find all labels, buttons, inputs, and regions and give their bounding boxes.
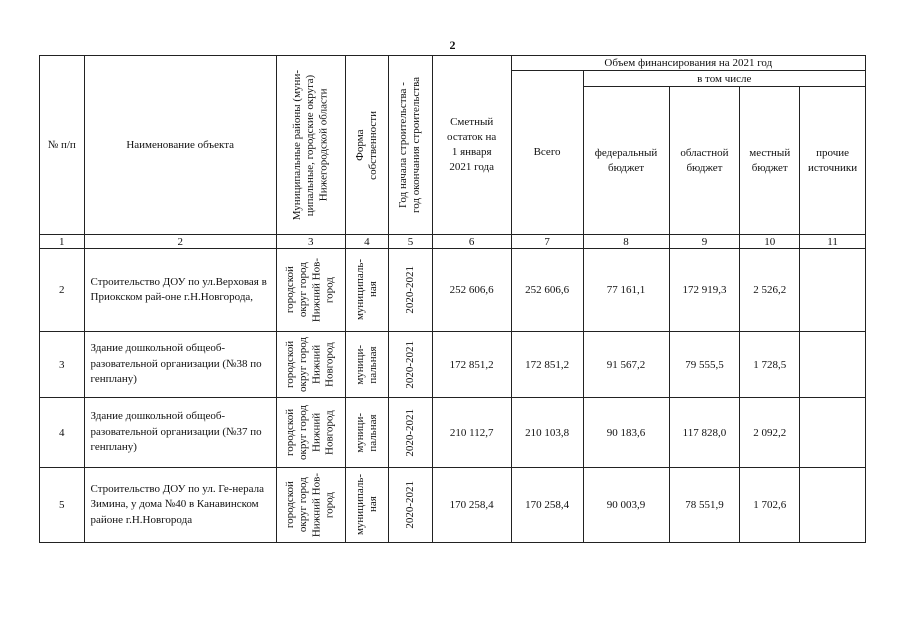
column-number: 1 bbox=[40, 235, 85, 249]
row-total: 252 606,6 bbox=[511, 249, 583, 332]
row-ownership: муници- пальная bbox=[345, 332, 389, 398]
row-other bbox=[800, 249, 866, 332]
header-regional: областной бюджет bbox=[669, 87, 740, 235]
row-regional: 79 555,5 bbox=[669, 332, 740, 398]
header-years: Год начала строительства - год окончания строительства bbox=[389, 56, 433, 235]
row-local: 1 702,6 bbox=[740, 468, 800, 543]
column-number: 4 bbox=[345, 235, 389, 249]
header-num: № п/п bbox=[40, 56, 85, 235]
column-number: 2 bbox=[84, 235, 276, 249]
table-row bbox=[40, 468, 866, 543]
header-balance: Сметный остаток на 1 января 2021 года bbox=[432, 56, 511, 235]
column-number: 9 bbox=[669, 235, 740, 249]
column-number: 11 bbox=[800, 235, 866, 249]
column-number-row bbox=[40, 235, 866, 249]
row-regional: 78 551,9 bbox=[669, 468, 740, 543]
row-num: 5 bbox=[40, 468, 85, 543]
row-ownership: муници- пальная bbox=[345, 398, 389, 468]
row-balance: 252 606,6 bbox=[432, 249, 511, 332]
row-other bbox=[800, 332, 866, 398]
row-num: 2 bbox=[40, 249, 85, 332]
row-balance: 210 112,7 bbox=[432, 398, 511, 468]
row-local: 1 728,5 bbox=[740, 332, 800, 398]
row-other bbox=[800, 398, 866, 468]
row-federal: 90 183,6 bbox=[583, 398, 669, 468]
row-federal: 90 003,9 bbox=[583, 468, 669, 543]
row-name: Строительство ДОУ по ул. Ге-нерала Зимина, у дома №40 в Канавинском районе г.Н.Новгорода bbox=[84, 468, 276, 543]
header-other: прочие источники bbox=[800, 87, 866, 235]
column-number: 5 bbox=[389, 235, 433, 249]
column-number: 3 bbox=[276, 235, 345, 249]
column-number: 8 bbox=[583, 235, 669, 249]
row-regional: 172 919,3 bbox=[669, 249, 740, 332]
funding-table bbox=[39, 55, 866, 543]
row-district: городской округ город Нижний Новгород bbox=[276, 398, 345, 468]
table-row bbox=[40, 332, 866, 398]
header-ownership: Форма собственности bbox=[345, 56, 389, 235]
row-district: городской округ город Нижний Новгород bbox=[276, 332, 345, 398]
table-row bbox=[40, 398, 866, 468]
row-local: 2 092,2 bbox=[740, 398, 800, 468]
column-number: 6 bbox=[432, 235, 511, 249]
row-regional: 117 828,0 bbox=[669, 398, 740, 468]
column-number: 10 bbox=[740, 235, 800, 249]
table-row bbox=[40, 249, 866, 332]
header-local: местный бюджет bbox=[740, 87, 800, 235]
row-years: 2020-2021 bbox=[389, 249, 433, 332]
header-total: Всего bbox=[511, 71, 583, 235]
header-name: Наименование объекта bbox=[84, 56, 276, 235]
row-years: 2020-2021 bbox=[389, 468, 433, 543]
row-ownership: муниципаль- ная bbox=[345, 249, 389, 332]
row-num: 4 bbox=[40, 398, 85, 468]
column-number: 7 bbox=[511, 235, 583, 249]
row-total: 210 103,8 bbox=[511, 398, 583, 468]
header-funding-group: Объем финансирования на 2021 год bbox=[511, 56, 865, 71]
header-district: Муниципальные районы (муни- ципальные, городские округа) Нижегородской области bbox=[276, 56, 345, 235]
header-including: в том числе bbox=[583, 71, 866, 87]
row-district: городской округ город Нижний Нов- город bbox=[276, 249, 345, 332]
row-balance: 170 258,4 bbox=[432, 468, 511, 543]
row-other bbox=[800, 468, 866, 543]
row-district: городской округ город Нижний Нов- город bbox=[276, 468, 345, 543]
row-name: Здание дошкольной общеоб-разовательной организации (№37 по генплану) bbox=[84, 398, 276, 468]
row-balance: 172 851,2 bbox=[432, 332, 511, 398]
row-num: 3 bbox=[40, 332, 85, 398]
row-years: 2020-2021 bbox=[389, 398, 433, 468]
row-name: Здание дошкольной общеоб-разовательной организации (№38 по генплану) bbox=[84, 332, 276, 398]
row-federal: 77 161,1 bbox=[583, 249, 669, 332]
row-federal: 91 567,2 bbox=[583, 332, 669, 398]
page-number: 2 bbox=[449, 38, 456, 52]
row-total: 170 258,4 bbox=[511, 468, 583, 543]
row-ownership: муниципаль- ная bbox=[345, 468, 389, 543]
header-federal: федеральный бюджет bbox=[583, 87, 669, 235]
row-total: 172 851,2 bbox=[511, 332, 583, 398]
row-years: 2020-2021 bbox=[389, 332, 433, 398]
row-local: 2 526,2 bbox=[740, 249, 800, 332]
row-name: Строительство ДОУ по ул.Верховая в Приокском рай-оне г.Н.Новгорода, bbox=[84, 249, 276, 332]
